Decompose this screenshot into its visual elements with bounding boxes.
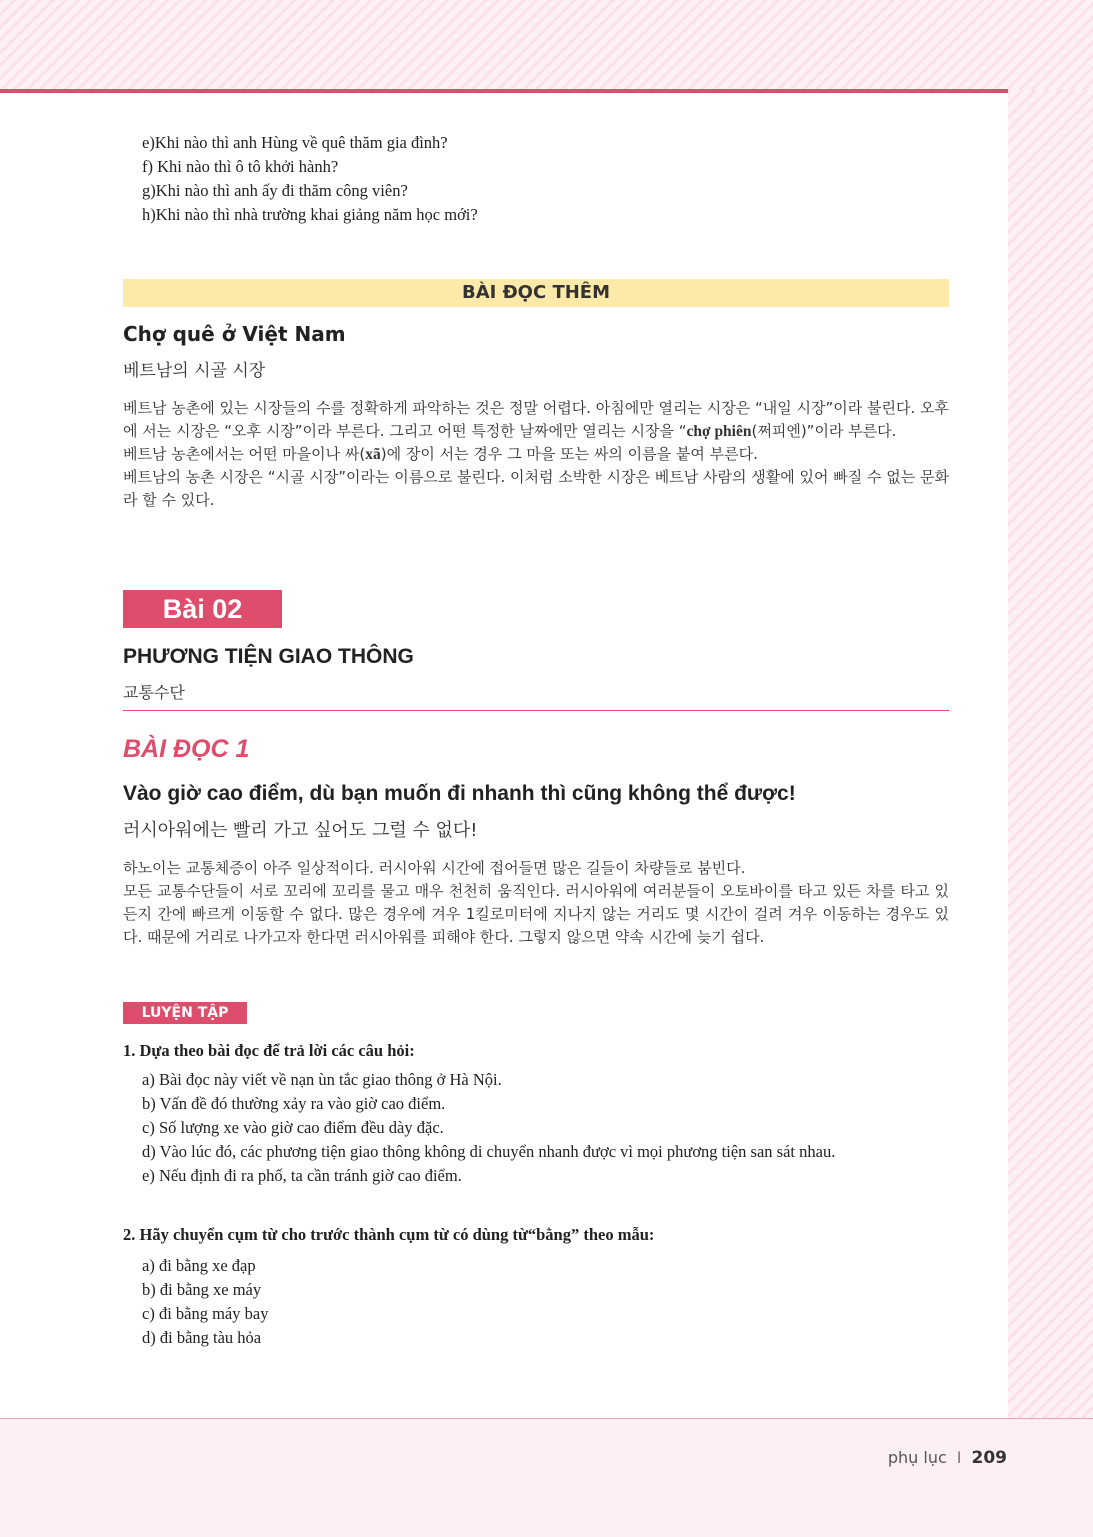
text-run: (쩌피엔)”이라 부른다. <box>751 422 897 440</box>
page-footer <box>0 1418 1093 1537</box>
extra-reading-body <box>123 397 949 512</box>
list-item: e) Nếu định đi ra phố, ta cần tránh giờ cao điểm. <box>142 1166 462 1185</box>
decorative-stripe-right <box>1008 90 1093 1420</box>
list-item: f) Khi nào thì ô tô khởi hành? <box>142 157 339 176</box>
list-item: b) đi bằng xe máy <box>142 1280 262 1299</box>
exercise-2-heading: 2. Hãy chuyển cụm từ cho trước thành cụm từ có dùng từ“bằng” theo mẫu: <box>123 1225 655 1244</box>
decorative-stripe-top <box>0 0 1093 90</box>
bold-term: chợ phiên <box>686 423 752 440</box>
list-item: a) Bài đọc này viết về nạn ùn tắc giao thông ở Hà Nội. <box>142 1070 502 1089</box>
exercise-1-heading: 1. Dựa theo bài đọc để trả lời các câu hỏi: <box>123 1041 415 1060</box>
reading-body <box>123 857 949 949</box>
separator: I <box>956 1448 962 1467</box>
text-run: )에 장이 서는 경우 그 마을 또는 싸의 이름을 붙여 부른다. <box>380 445 758 463</box>
lesson-subtitle: 교통수단 <box>123 683 185 702</box>
list-item: e)Khi nào thì anh Hùng về quê thăm gia đình? <box>142 133 448 152</box>
extra-reading-band: BÀI ĐỌC THÊM <box>123 279 949 307</box>
page-number: 209 <box>971 1448 1007 1468</box>
paragraph: 베트남의 농촌 시장은 “시골 시장”이라는 이름으로 불린다. 이처럼 소박한 시장은 베트남 사람의 생활에 있어 빠질 수 없는 문화라 할 수 있다. <box>123 468 949 509</box>
lesson-title: PHƯƠNG TIỆN GIAO THÔNG <box>123 645 414 668</box>
paragraph: 하노이는 교통체증이 아주 일상적이다. 러시아워 시간에 접어들면 많은 길들이 차량들로 붐빈다. <box>123 859 746 877</box>
lesson-tag: Bài 02 <box>123 590 282 628</box>
question-list <box>142 131 478 227</box>
extra-reading-title: Chợ quê ở Việt Nam <box>123 322 346 346</box>
reading-heading: BÀI ĐỌC 1 <box>123 735 250 763</box>
page-label <box>888 1448 1007 1468</box>
list-item: g)Khi nào thì anh ấy đi thăm công viên? <box>142 181 408 200</box>
bold-term: xã <box>365 446 381 463</box>
practice-tag: LUYỆN TẬP <box>123 1002 247 1024</box>
text-run: 베트남 농촌에서는 어떤 마을이나 싸( <box>123 445 366 463</box>
exercise-2-list <box>142 1254 268 1350</box>
reading-title: Vào giờ cao điểm, dù bạn muốn đi nhanh thì cũng không thể được! <box>123 782 796 805</box>
list-item: a) đi bằng xe đạp <box>142 1256 256 1275</box>
list-item: c) Số lượng xe vào giờ cao điểm đều dày đặc. <box>142 1118 444 1137</box>
list-item: h)Khi nào thì nhà trường khai giảng năm học mới? <box>142 205 478 224</box>
list-item: d) đi bằng tàu hỏa <box>142 1328 262 1347</box>
paragraph <box>123 397 949 443</box>
reading-subtitle: 러시아워에는 빨리 가고 싶어도 그럴 수 없다! <box>123 820 478 841</box>
list-item: b) Vấn đề đó thường xảy ra vào giờ cao điểm. <box>142 1094 446 1113</box>
paragraph <box>123 443 949 466</box>
list-item: c) đi bằng máy bay <box>142 1304 269 1323</box>
exercise-1-list <box>142 1068 835 1188</box>
lesson-divider <box>123 710 949 711</box>
paragraph: 모든 교통수단들이 서로 꼬리에 꼬리를 물고 매우 천천히 움직인다. 러시아워에 여러분들이 오토바이를 타고 있든 차를 타고 있든지 간에 빠르게 이동할 수 없다. 많은 경우에 겨우 1킬로미터에 지나지 않는 거리도 몇 시간이 걸려 겨우 이동하는 경우도 있다. 때문에 거리로 나가고자 한다면 러시아워를 피해야 한다. 그렇지 않으면 약속 시간에 늦기 쉽다. <box>123 882 949 946</box>
section-label: phụ lục <box>887 1448 947 1467</box>
text-run: 베트남 농촌에 있는 시장들의 수를 정확하게 파악하는 것은 정말 어렵다. 아침에만 열리는 시장은 “내일 시장”이라 불린다. 오후에 서는 시장은 “오후 시장”이라 부른다. 그리고 어떤 특정한 날짜에만 열리는 시장을 “ <box>123 399 949 440</box>
header-rule <box>0 89 1008 93</box>
extra-reading-subtitle: 베트남의 시골 시장 <box>123 361 266 381</box>
list-item: d) Vào lúc đó, các phương tiện giao thông không di chuyển nhanh được vì mọi phương tiện san sát nhau. <box>142 1142 836 1161</box>
